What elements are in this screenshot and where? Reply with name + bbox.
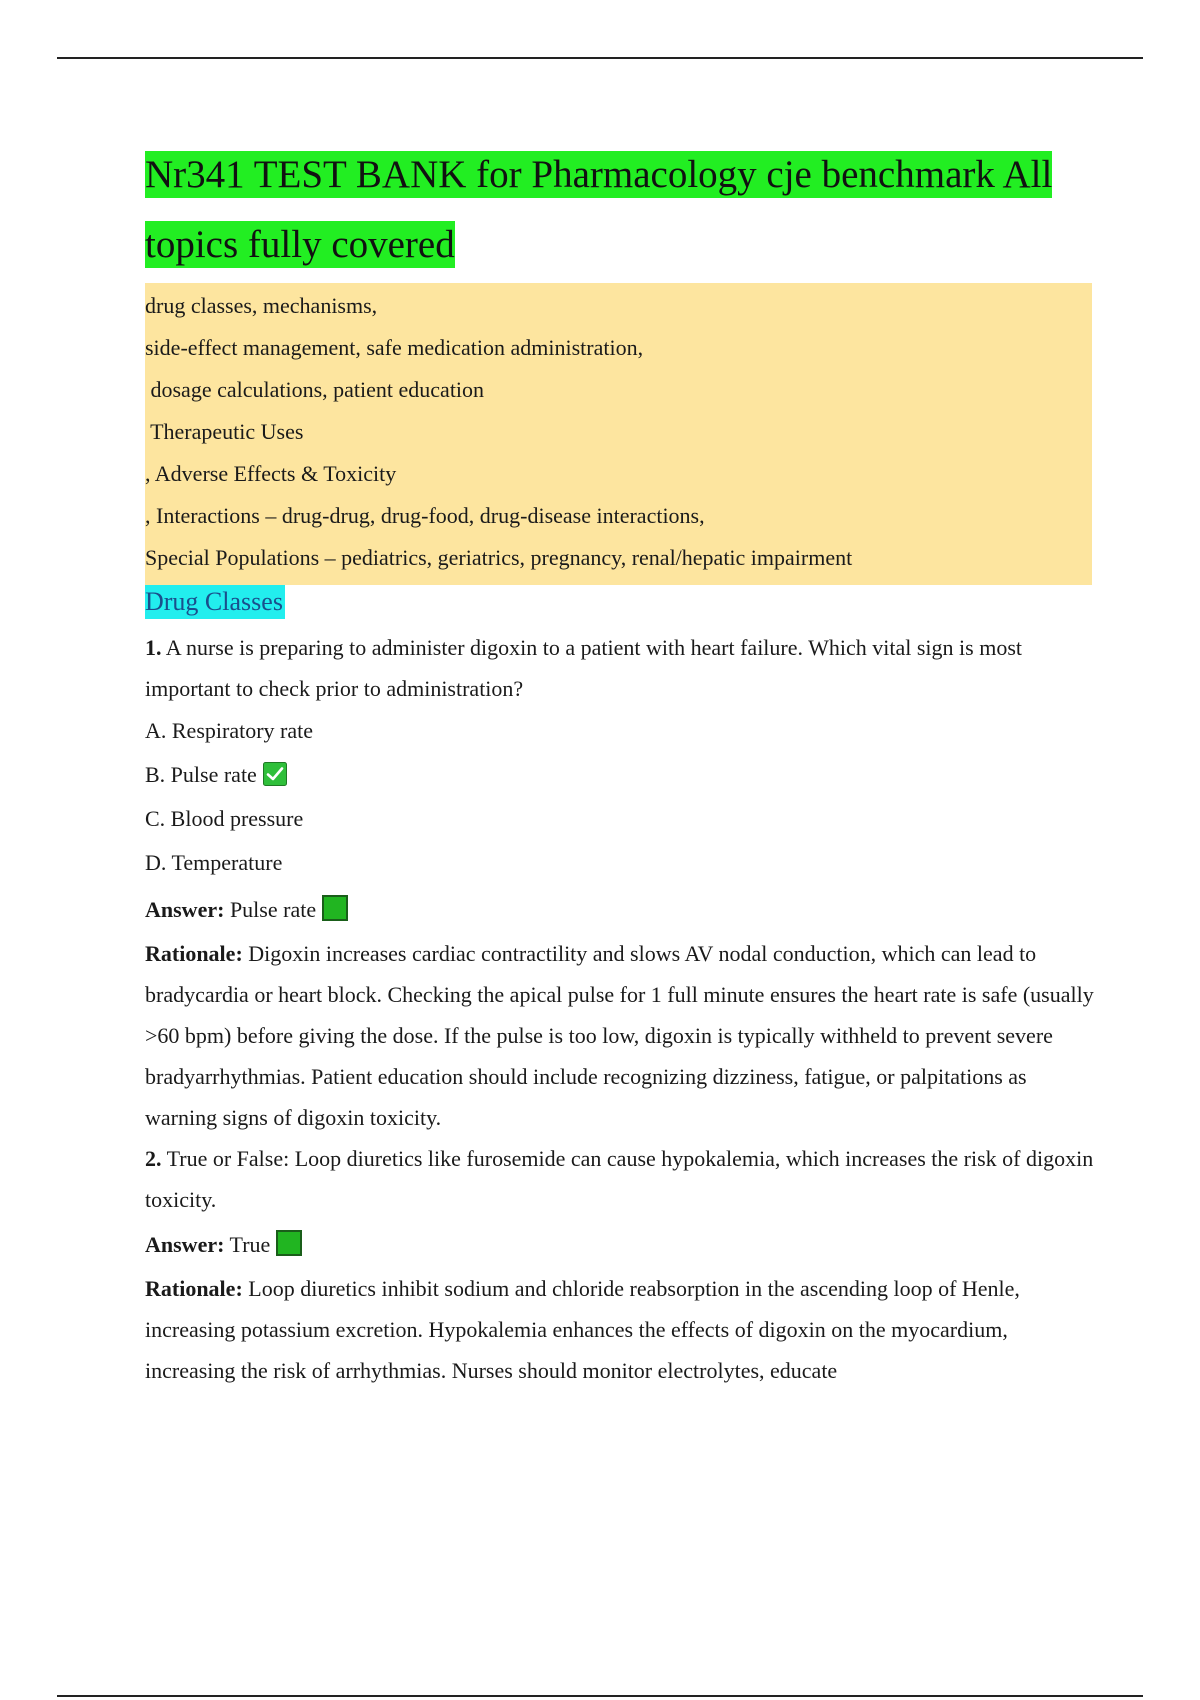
rationale-label: Rationale:: [145, 1276, 243, 1301]
question-number: 2.: [145, 1146, 162, 1171]
rationale-text: Digoxin increases cardiac contractility and slows AV nodal conduction, which can lead to bradycardia or heart block. Checking the apical pulse for 1 full minute ensures the heart rate is safe (usually >60 bpm) before giving the dose. If the pulse is too low, digoxin is typically withheld to prevent severe bradyarrhythmias. Patient education should include recognizing dizziness, fatigue, or palpitations as warning signs of digoxin toxicity.: [145, 941, 1094, 1130]
question-2: [145, 1138, 1095, 1220]
section-heading: Drug Classes: [145, 585, 285, 619]
answer-2: [145, 1222, 1095, 1268]
question-number: 1.: [145, 635, 162, 660]
option-label: B. Pulse rate: [145, 762, 257, 787]
answer-label: Answer:: [145, 897, 225, 922]
topic-line: Therapeutic Uses: [145, 419, 304, 444]
option-d: [145, 841, 1095, 885]
option-b: [145, 753, 1095, 797]
option-label: A. Respiratory rate: [145, 718, 313, 743]
title-line-2: topics fully covered: [145, 223, 455, 266]
answer-value: Pulse rate: [224, 897, 317, 922]
topic-line: drug classes, mechanisms,: [145, 293, 378, 318]
answer-1: [145, 887, 1095, 933]
rationale-1: [145, 933, 1095, 1138]
topics-box: [145, 283, 1092, 585]
title-line-1: Nr341 TEST BANK for Pharmacology cje benchmark All: [145, 153, 1053, 196]
question-text: True or False: Loop diuretics like furosemide can cause hypokalemia, which increases the risk of digoxin toxicity.: [145, 1146, 1094, 1212]
topic-line: , Interactions – drug-drug, drug-food, drug-disease interactions,: [145, 503, 705, 528]
question-text: A nurse is preparing to administer digoxin to a patient with heart failure. Which vital sign is most important to check prior to administration?: [145, 635, 1022, 701]
topic-line: Special Populations – pediatrics, geriatrics, pregnancy, renal/hepatic impairment: [145, 545, 853, 570]
top-rule: [57, 57, 1143, 59]
rationale-2: [145, 1268, 1095, 1391]
document-title: [145, 140, 1095, 280]
option-c: [145, 797, 1095, 841]
answer-label: Answer:: [145, 1232, 225, 1257]
topic-line: dosage calculations, patient education: [145, 377, 485, 402]
rationale-text: Loop diuretics inhibit sodium and chloride reabsorption in the ascending loop of Henle, increasing potassium excretion. Hypokalemia enhances the effects of digoxin on the myocardium, increasing the risk of arrhythmias. Nurses should monitor electrolytes, educate: [145, 1276, 1020, 1383]
option-a: [145, 709, 1095, 753]
green-square-icon: [276, 1230, 302, 1256]
question-1: [145, 627, 1095, 709]
check-mark-icon: [263, 762, 287, 786]
bottom-rule: [57, 1695, 1143, 1697]
answer-value: True: [224, 1232, 271, 1257]
rationale-label: Rationale:: [145, 941, 243, 966]
document-page: [145, 140, 1095, 1391]
green-square-icon: [322, 895, 348, 921]
topic-line: , Adverse Effects & Toxicity: [145, 461, 397, 486]
topic-line: side-effect management, safe medication administration,: [145, 335, 644, 360]
option-label: C. Blood pressure: [145, 806, 304, 831]
option-label: D. Temperature: [145, 850, 283, 875]
